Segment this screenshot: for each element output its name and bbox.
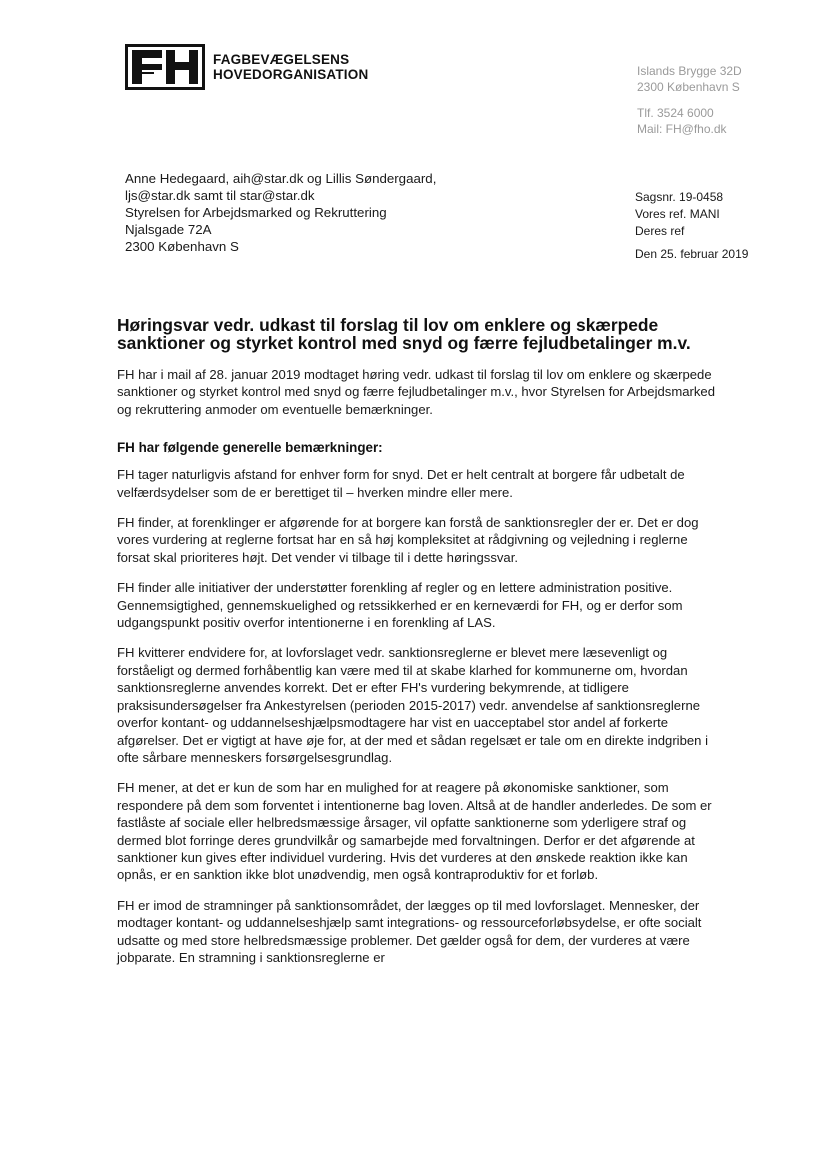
section-heading: FH har følgende generelle bemærkninger: (117, 440, 383, 456)
body-paragraph: FH tager naturligvis afstand for enhver form for snyd. Det er helt centralt at borgere får udbetalt de velfærdsydelser som de er berettiget til – hverken mindre eller mere. (117, 467, 685, 500)
fh-monogram-icon (130, 48, 200, 86)
letter-date: Den 25. februar 2019 (635, 247, 749, 261)
organisation-name-line2: HOVEDORGANISATION (213, 67, 369, 82)
recipient-line: Anne Hedegaard, aih@star.dk og Lillis Søndergaard, (125, 171, 437, 186)
body-paragraph: FH kvitterer endvidere for, at lovforslaget vedr. sanktionsreglerne er blevet mere læsevenligt og forståeligt og dermed forhåbentlig kan være med til at skabe klarhed for kommunerne om, hvordan sanktionsreglerne anvendes korrekt. Det er efter FH's vurdering bekymrende, at tidligere praksisundersøgelser fra Ankestyrelsen (perioden 2015-2017) vedr. anvendelse af sanktionsreglerne overfor kontant- og uddannelseshjælpsmodtagere har vist en uacceptabel stor andel af forkerte afgørelser. Det er vigtigt at have øje for, at der med et sådan regelsæt er tale om en direkte indgriben i ofte sårbare menneskers forsørgelsesgrundlag. (117, 645, 708, 765)
intro-paragraph: FH har i mail af 28. januar 2019 modtaget høring vedr. udkast til forslag til lov om enklere og skærpede sanktioner og styrket kontrol med snyd og færre fejludbetalinger m.v., hvor Styrelsen for Arbejdsmarked og rekruttering anmoder om eventuelle bemærkninger. (117, 367, 715, 417)
body-paragraph: FH er imod de stramninger på sanktionsområdet, der lægges op til med lovforslaget. Mennesker, der modtager kontant- og uddannelseshjælp samt integrations- og ressourceforløbsydelse, er ofte socialt udsatte og med store helbredsmæssige problemer. Det gælder også for dem, der vurderes at være jobparate. En stramning i sanktionsreglerne er (117, 897, 702, 965)
recipient-line: 2300 København S (125, 239, 239, 254)
letter-title: Høringsvar vedr. udkast til forslag til lov om enklere og skærpede sanktioner og styrket kontrol med snyd og færre fejludbetalinger m.v. (117, 315, 691, 353)
sender-city: 2300 København S (637, 80, 740, 94)
sender-street: Islands Brygge 32D (637, 64, 742, 78)
body-paragraph: FH mener, at det er kun de som har en mulighed for at reagere på økonomiske sanktioner, som respondere på dem som forventet i intentionerne bag loven. Altså at de handler anderledes. De som er fastlåste af sociale eller helbredsmæssige årsager, vil opfatte sanktionerne som yderligere straf og dermed blot forringe deres grundvilkår og samarbejde med forvaltningen. Derfor er det afgørende at sanktioner kun gives efter individuel vurdering. Hvis det vurderes at den ønskede reaktion ikke kan opnås, er en sanktion ikke blot unødvendig, men også kontraproduktiv for et forløb. (117, 780, 712, 883)
organisation-name (213, 52, 368, 82)
organisation-name-line1: FAGBEVÆGELSENS (213, 52, 350, 67)
letter-body (117, 316, 717, 979)
recipient-line: Njalsgade 72A (125, 222, 212, 237)
sender-address (637, 63, 742, 137)
case-number: Sagsnr. 19-0458 (635, 190, 724, 204)
body-paragraph: FH finder, at forenklinger er afgørende for at borgere kan forstå de sanktionsregler der er. Det er dog vores vurdering at reglerne fortsat har en så høj kompleksitet at rådgivning og vejledning i reglerne forsat skal prioriteres højt. Det vender vi tilbage til i dette høringssvar. (117, 515, 699, 565)
recipient-line: Styrelsen for Arbejdsmarked og Rekruttering (125, 205, 387, 220)
reference-block (635, 189, 748, 263)
fh-logo (125, 44, 368, 90)
recipient-address (125, 170, 436, 255)
recipient-line: ljs@star.dk samt til star@star.dk (125, 188, 315, 203)
body-paragraph: FH finder alle initiativer der understøtter forenkling af regler og en lettere administration positive. Gennemsigtighed, gennemskuelighed og retssikkerhed er en kerneværdi for FH, og er derfor som udgangspunkt positiv overfor intentionerne i en forenkling af LAS. (117, 580, 683, 631)
fh-logo-mark (125, 44, 205, 90)
our-reference: Vores ref. MANI (635, 207, 720, 221)
your-reference: Deres ref (635, 224, 685, 238)
sender-phone: Tlf. 3524 6000 (637, 106, 714, 120)
sender-mail: Mail: FH@fho.dk (637, 122, 727, 136)
